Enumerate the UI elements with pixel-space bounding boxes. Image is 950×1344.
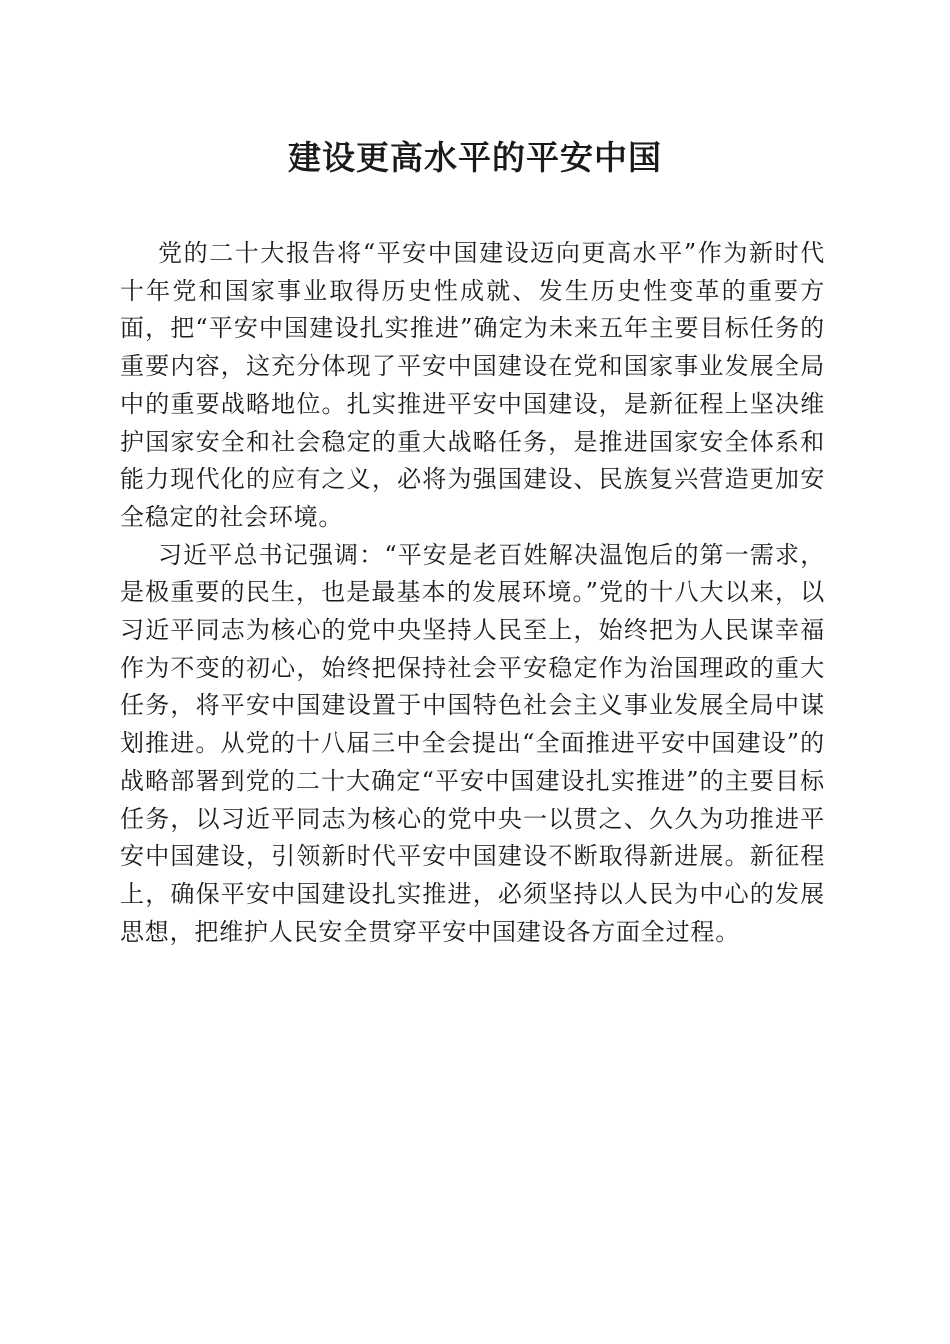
document-body [120,235,825,951]
document-title: 建设更高水平的平安中国 [288,138,662,177]
paragraph-2: 习近平总书记强调：“平安是老百姓解决温饱后的第一需求，是极重要的民生，也是最基本的发展环境。”党的十八大以来，以习近平同志为核心的党中央坚持人民至上，始终把为人民谋幸福作为不变的初心，始终把保持社会平安稳定作为治国理政的重大任务，将平安中国建设置于中国特色社会主义事业发展全局中谋划推进。从党的十八届三中全会提出“全面推进平安中国建设”的战略部署到党的二十大确定“平安中国建设扎实推进”的主要目标任务，以习近平同志为核心的党中央一以贯之、久久为功推进平安中国建设，引领新时代平安中国建设不断取得新进展。新征程上，确保平安中国建设扎实推进，必须坚持以人民为中心的发展思想，把维护人民安全贯穿平安中国建设各方面全过程。 [120,540,825,946]
paragraph-1: 党的二十大报告将“平安中国建设迈向更高水平”作为新时代十年党和国家事业取得历史性成就、发生历史性变革的重要方面，把“平安中国建设扎实推进”确定为未来五年主要目标任务的重要内容，这充分体现了平安中国建设在党和国家事业发展全局中的重要战略地位。扎实推进平安中国建设，是新征程上坚决维护国家安全和社会稳定的重大战略任务，是推进国家安全体系和能力现代化的应有之义，必将为强国建设、民族复兴营造更加安全稳定的社会环境。 [120,239,825,531]
